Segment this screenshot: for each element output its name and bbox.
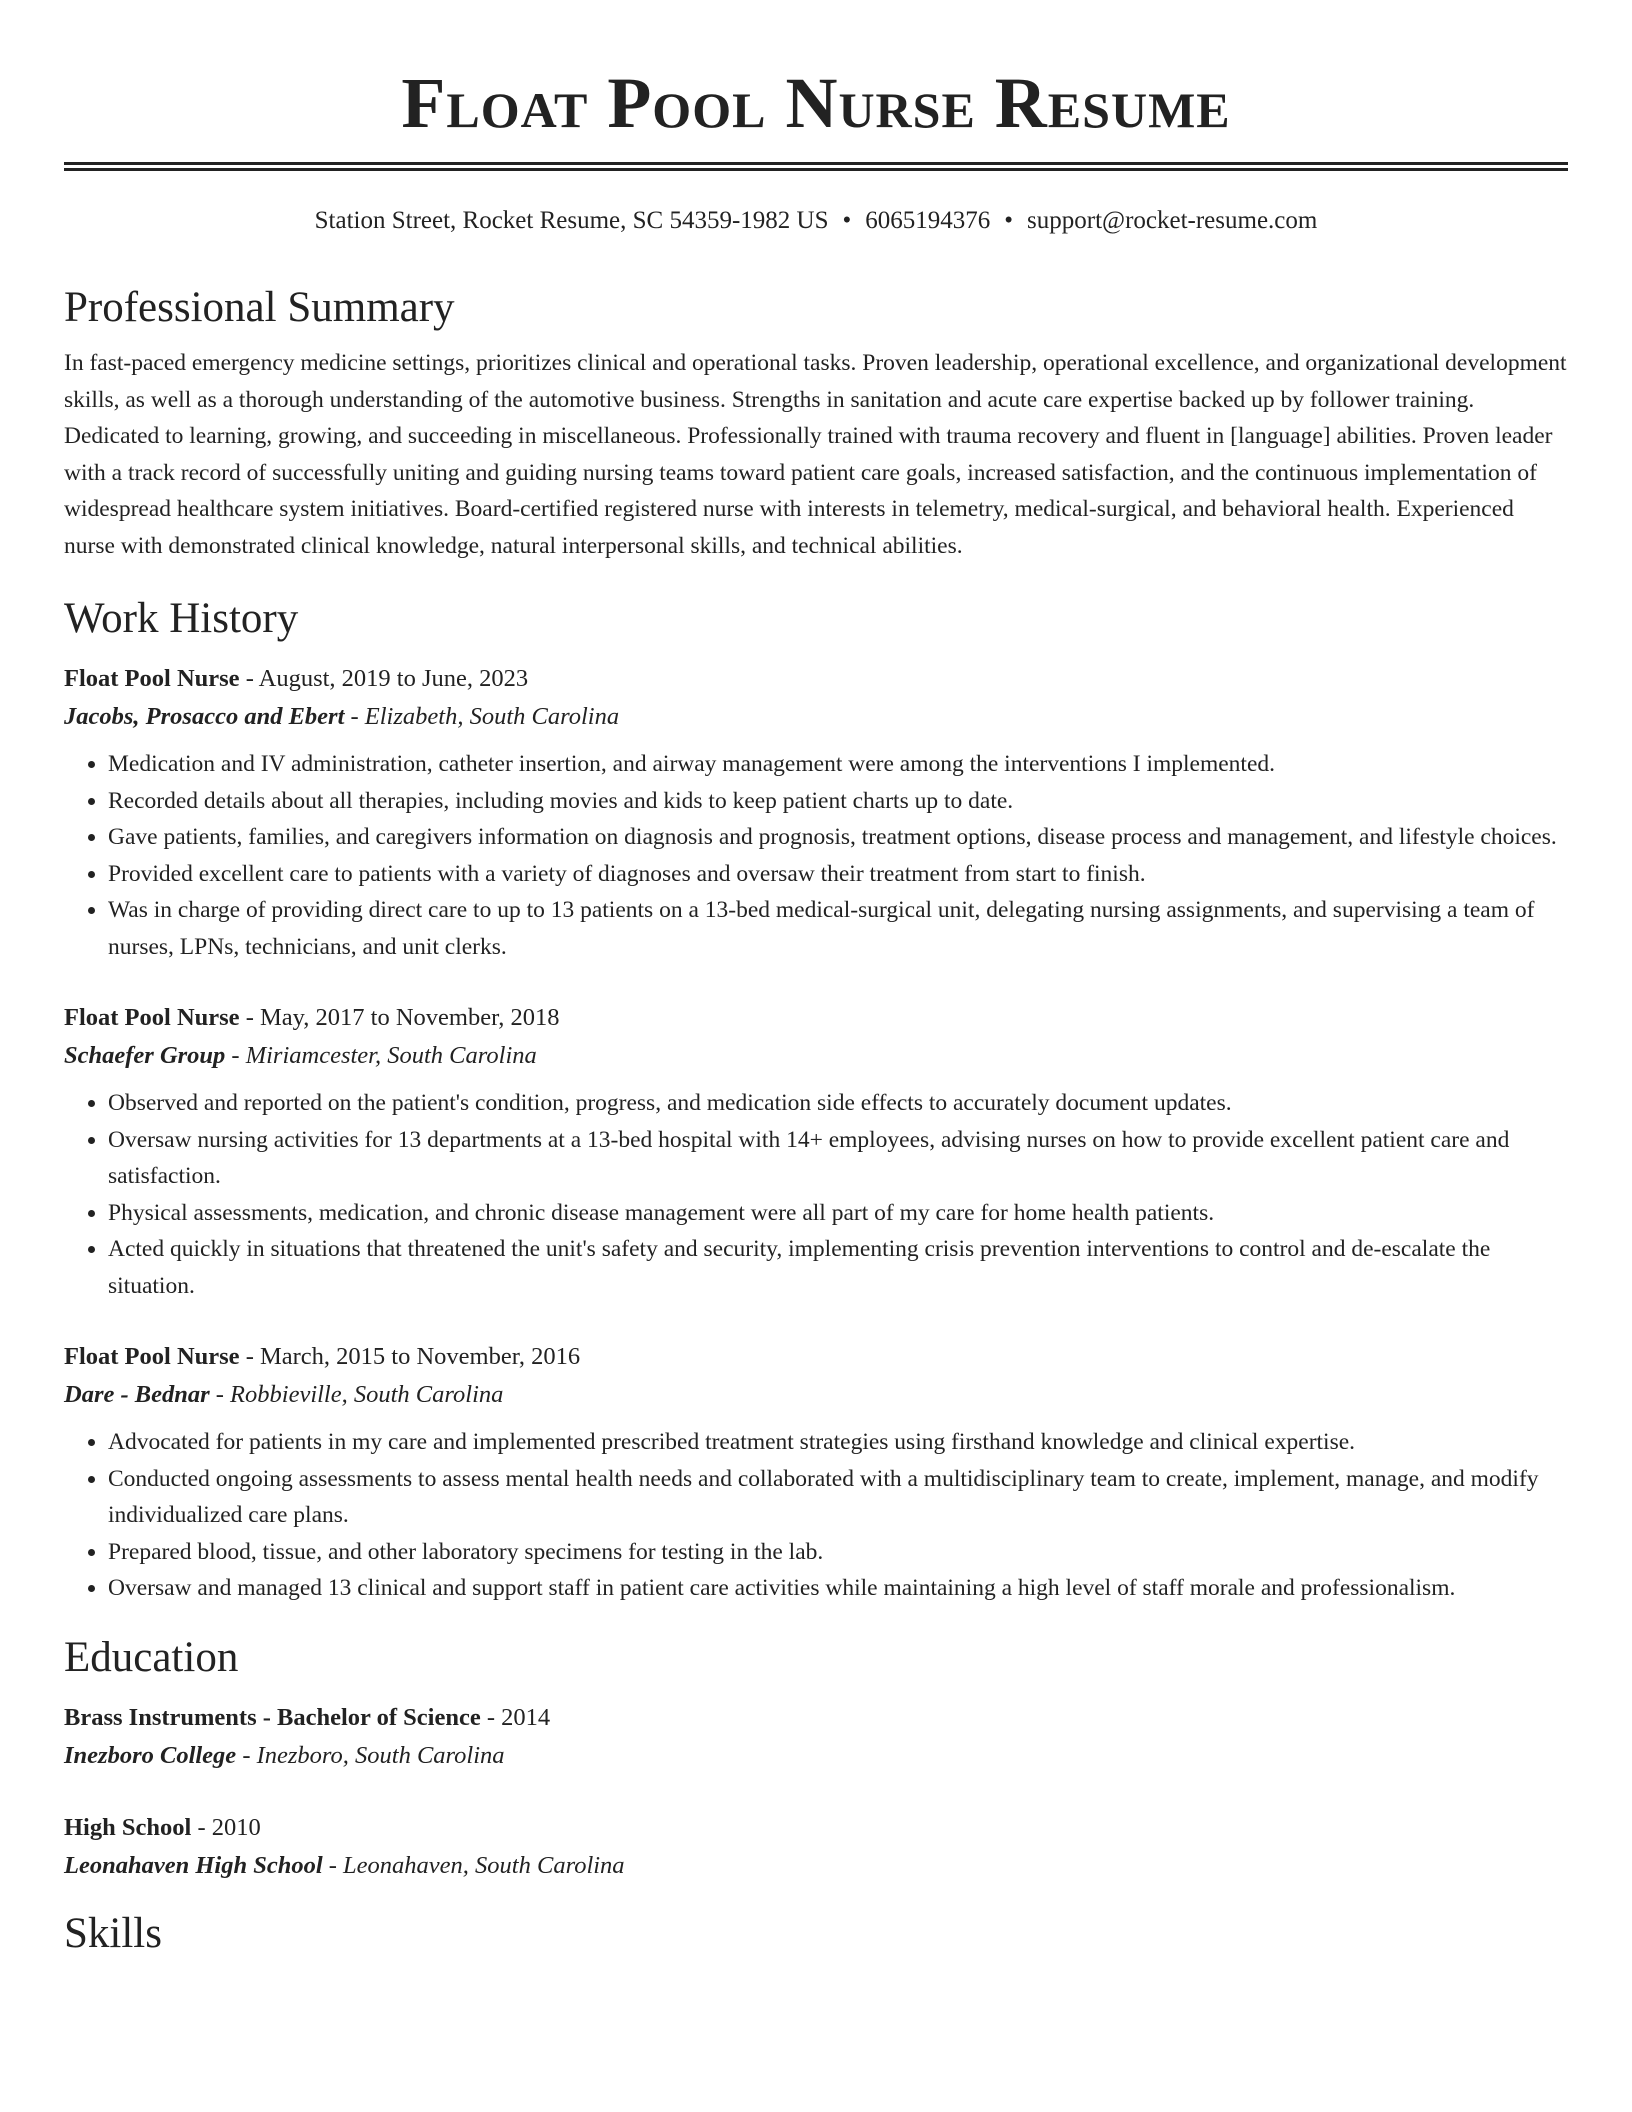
job-company-line xyxy=(64,698,1568,736)
job-company-line xyxy=(64,1037,1568,1075)
job-bullet: • Provided excellent care to patients with a variety of diagnoses and oversaw their treatment from start to finish. xyxy=(108,856,1568,893)
job-company: Dare - Bednar xyxy=(64,1381,210,1408)
education-degree: High School xyxy=(64,1813,192,1841)
job-title-line xyxy=(64,1338,1568,1376)
job-dates: - March, 2015 to November, 2016 xyxy=(239,1343,581,1370)
education-year: - 2010 xyxy=(191,1813,261,1841)
education-entry xyxy=(64,1809,1568,1885)
job-bullet: • Acted quickly in situations that threatened the unit's safety and security, implementing crisis prevention interventions to control and de-escalate the situation. xyxy=(108,1231,1568,1304)
education-degree: Brass Instruments - Bachelor of Science xyxy=(64,1703,481,1731)
education-location: - Leonahaven, South Carolina xyxy=(322,1851,625,1879)
job-bullet: • Prepared blood, tissue, and other laboratory specimens for testing in the lab. xyxy=(108,1534,1568,1571)
job-title-line xyxy=(64,660,1568,698)
summary-heading: Professional Summary xyxy=(64,284,455,331)
title-divider xyxy=(64,162,1568,171)
contact-separator: • xyxy=(1004,207,1014,234)
job-bullet: • Oversaw nursing activities for 13 departments at a 13-bed hospital with 14+ employees, advising nurses on how to provide excellent patient care and satisfaction. xyxy=(108,1122,1568,1195)
contact-phone: 6065194376 xyxy=(865,207,991,234)
job-dates: - May, 2017 to November, 2018 xyxy=(239,1004,560,1031)
job-bullet: • Conducted ongoing assessments to assess mental health needs and collaborated with a multidisciplinary team to create, implement, manage, and modify individualized care plans. xyxy=(108,1461,1568,1534)
education-location: - Inezboro, South Carolina xyxy=(236,1741,505,1769)
education-school: Inezboro College xyxy=(64,1741,237,1769)
job-title: Float Pool Nurse xyxy=(64,1004,240,1031)
job-bullets xyxy=(64,1424,1568,1607)
job-entry xyxy=(64,660,1568,965)
job-entry xyxy=(64,1338,1568,1607)
summary-text: In fast-paced emergency medicine settings, prioritizes clinical and operational tasks. Proven leadership, operational excellence, and organizational development skills, as well as a thorough understanding of the automotive business. Strengths in sanitation and acute care expertise backed up by follower training. Dedicated to learning, growing, and succeeding in miscellaneous. Professionally trained with trauma recovery and fluent in [language] abilities. Proven leader with a track record of successfully uniting and guiding nursing teams toward patient care goals, increased satisfaction, and the continuous implementation of widespread healthcare system initiatives. Board-certified registered nurse with interests in telemetry, medical-surgical, and behavioral health. Experienced nurse with demonstrated clinical knowledge, natural interpersonal skills, and technical abilities. xyxy=(64,350,1567,559)
contact-email: support@rocket-resume.com xyxy=(1027,207,1318,234)
job-bullet: • Was in charge of providing direct care to up to 13 patients on a 13-bed medical-surgical unit, delegating nursing assignments, and supervising a team of nurses, LPNs, technicians, and unit clerks. xyxy=(108,892,1568,965)
resume-title: Float Pool Nurse Resume xyxy=(401,63,1231,143)
job-bullets xyxy=(64,746,1568,965)
education-year: - 2014 xyxy=(480,1703,551,1731)
education-entry xyxy=(64,1699,1568,1775)
job-bullet: • Physical assessments, medication, and chronic disease management were all part of my care for home health patients. xyxy=(108,1195,1568,1232)
education-school-line xyxy=(64,1737,1568,1775)
education-school-line xyxy=(64,1847,1568,1885)
contact-line xyxy=(64,205,1568,237)
job-company-line xyxy=(64,1376,1568,1414)
skills-heading: Skills xyxy=(64,1909,162,1957)
job-bullet: • Advocated for patients in my care and implemented prescribed treatment strategies using firsthand knowledge and clinical expertise. xyxy=(108,1424,1568,1461)
job-bullet: • Recorded details about all therapies, including movies and kids to keep patient charts up to date. xyxy=(108,783,1568,820)
job-location: - Robbieville, South Carolina xyxy=(209,1381,504,1408)
job-bullet: • Medication and IV administration, catheter insertion, and airway management were among the interventions I implemented. xyxy=(108,746,1568,783)
job-bullet: • Observed and reported on the patient's condition, progress, and medication side effects to accurately document updates. xyxy=(108,1085,1568,1122)
contact-address: Station Street, Rocket Resume, SC 54359-1982 US xyxy=(314,207,829,234)
work-history-heading: Work History xyxy=(64,595,299,642)
job-title-line xyxy=(64,999,1568,1037)
education-heading: Education xyxy=(64,1633,239,1681)
job-location: - Miriamcester, South Carolina xyxy=(225,1042,537,1069)
education-degree-line xyxy=(64,1699,1568,1737)
job-title: Float Pool Nurse xyxy=(64,1343,240,1370)
job-entry xyxy=(64,999,1568,1304)
job-company: Schaefer Group xyxy=(64,1042,226,1069)
job-title: Float Pool Nurse xyxy=(64,665,240,692)
job-bullet: • Oversaw and managed 13 clinical and support staff in patient care activities while maintaining a high level of staff morale and professionalism. xyxy=(108,1570,1568,1607)
education-degree-line xyxy=(64,1809,1568,1847)
education-school: Leonahaven High School xyxy=(64,1851,323,1879)
job-bullet: • Gave patients, families, and caregivers information on diagnosis and prognosis, treatment options, disease process and management, and lifestyle choices. xyxy=(108,819,1568,856)
job-location: - Elizabeth, South Carolina xyxy=(344,703,620,730)
job-bullets xyxy=(64,1085,1568,1304)
job-company: Jacobs, Prosacco and Ebert xyxy=(64,703,345,730)
contact-separator: • xyxy=(842,207,852,234)
job-dates: - August, 2019 to June, 2023 xyxy=(239,665,529,692)
